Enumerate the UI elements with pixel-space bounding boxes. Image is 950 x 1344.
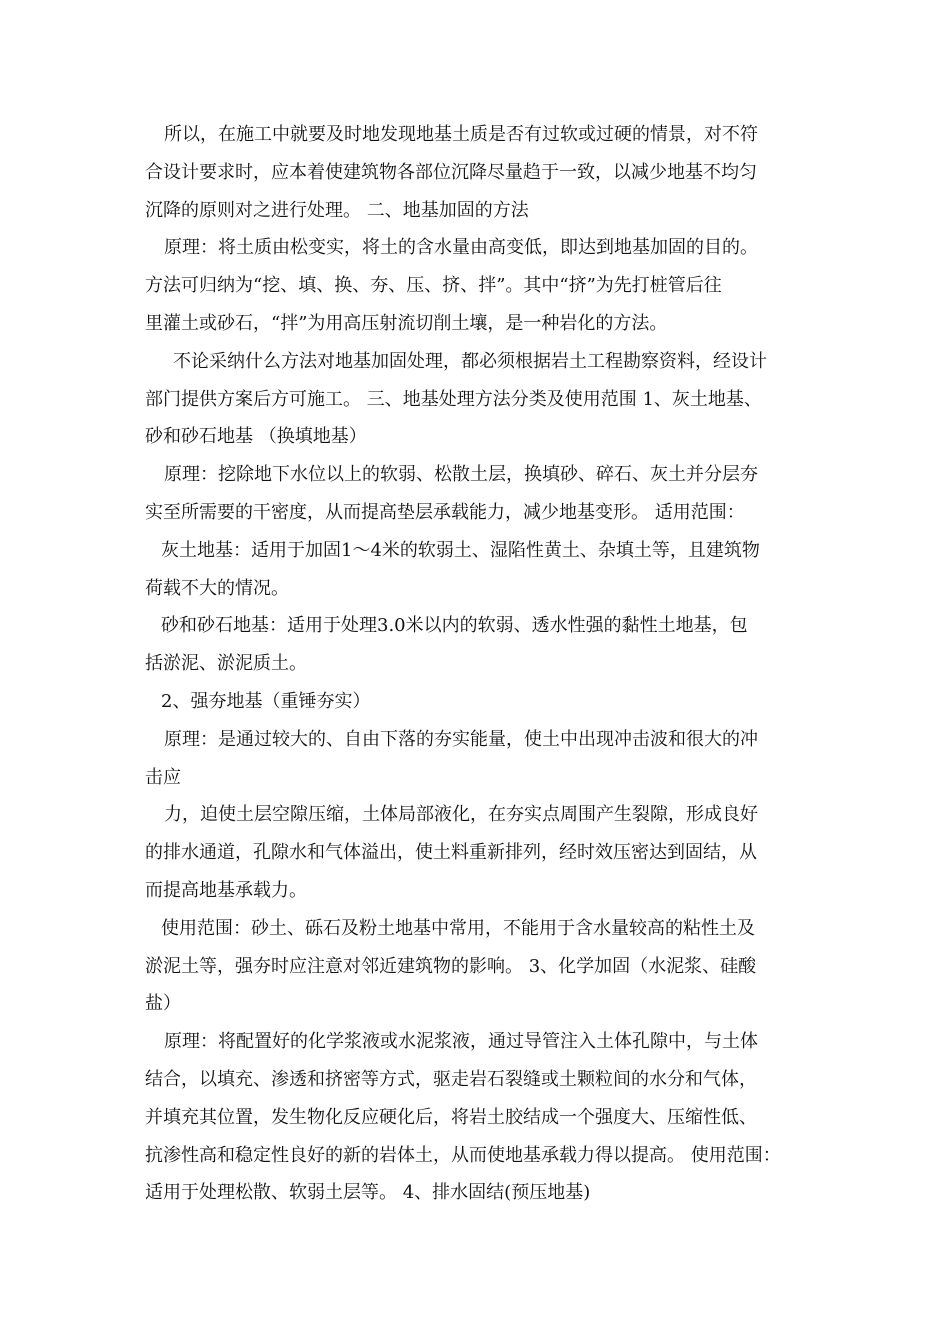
text-line: 力，迫使土层空隙压缩，土体局部液化，在夯实点周围产生裂隙，形成良好 <box>164 804 758 826</box>
text-line: 所以，在施工中就要及时地发现地基土质是否有过软或过硬的情景，对不符 <box>164 124 758 145</box>
text-line: 原理：将配置好的化学浆液或水泥浆液，通过导管注入土体孔隙中，与土体 <box>164 1031 758 1053</box>
text-line: 原理：是通过较大的、自由下落的夯实能量，使土中出现冲击波和很大的冲 <box>164 728 758 750</box>
text-line: 使用范围：砂土、砾石及粉土地基中常用，不能用于含水量较高的粘性土及 <box>161 917 755 939</box>
text-line: 方法可归纳为“挖、填、换、夯、压、挤、拌”。其中“挤”为先打桩管后往 <box>145 275 722 297</box>
text-line: 里灌土或砂石，“拌”为用高压射流切削土壤，是一种岩化的方法。 <box>145 312 668 334</box>
text-line: 括淤泥、淤泥质土。 <box>145 653 307 675</box>
body-text <box>145 116 815 1212</box>
text-line: 抗渗性高和稳定性良好的新的岩体土，从而使地基承载力得以提高。 使用范围： <box>145 1144 781 1166</box>
text-line: 合设计要求时，应本着使建筑物各部位沉降尽量趋于一致，以减少地基不均匀 <box>145 161 757 183</box>
text-line: 砂和砂石地基 （换填地基） <box>145 426 367 448</box>
text-line: 灰土地基：适用于加固1～4米的软弱土、湿陷性黄土、杂填土等，且建筑物 <box>161 539 760 561</box>
text-line: 淤泥土等，强夯时应注意对邻近建筑物的影响。 3、化学加固（水泥浆、硅酸 <box>145 955 757 977</box>
text-line: 的排水通道，孔隙水和气体溢出，使土料重新排列，经时效压密达到固结，从 <box>145 842 757 864</box>
text-line: 并填充其位置，发生物化反应硬化后，将岩土胶结成一个强度大、压缩性低、 <box>145 1106 757 1128</box>
text-line: 不论采纳什么方法对地基加固处理，都必须根据岩土工程勘察资料，经设计 <box>173 350 767 372</box>
text-line: 原理：挖除地下水位以上的软弱、松散土层，换填砂、碎石、灰土并分层夯 <box>164 464 758 486</box>
text-line: 而提高地基承载力。 <box>145 879 307 901</box>
text-line: 实至所需要的干密度，从而提高垫层承载能力，减少地基变形。 适用范围： <box>145 501 745 523</box>
text-line: 结合，以填充、渗透和挤密等方式，驱走岩石裂缝或土颗粒间的水分和气体， <box>145 1068 757 1090</box>
text-line: 盐） <box>145 993 181 1015</box>
text-line: 击应 <box>145 766 181 788</box>
text-line: 2、强夯地基（重锤夯实） <box>161 690 371 712</box>
text-line: 部门提供方案后方可施工。 三、地基处理方法分类及使用范围 1、灰土地基、 <box>145 388 762 410</box>
text-line: 适用于处理松散、软弱土层等。 4、排水固结(预压地基) <box>145 1182 591 1204</box>
text-line: 原理：将土质由松变实，将土的含水量由高变低，即达到地基加固的目的。 <box>164 237 758 259</box>
text-line: 荷载不大的情况。 <box>145 577 289 599</box>
text-line: 沉降的原则对之进行处理。 二、地基加固的方法 <box>145 199 529 221</box>
text-line: 砂和砂石地基：适用于处理3.0米以内的软弱、透水性强的黏性土地基，包 <box>161 615 748 637</box>
